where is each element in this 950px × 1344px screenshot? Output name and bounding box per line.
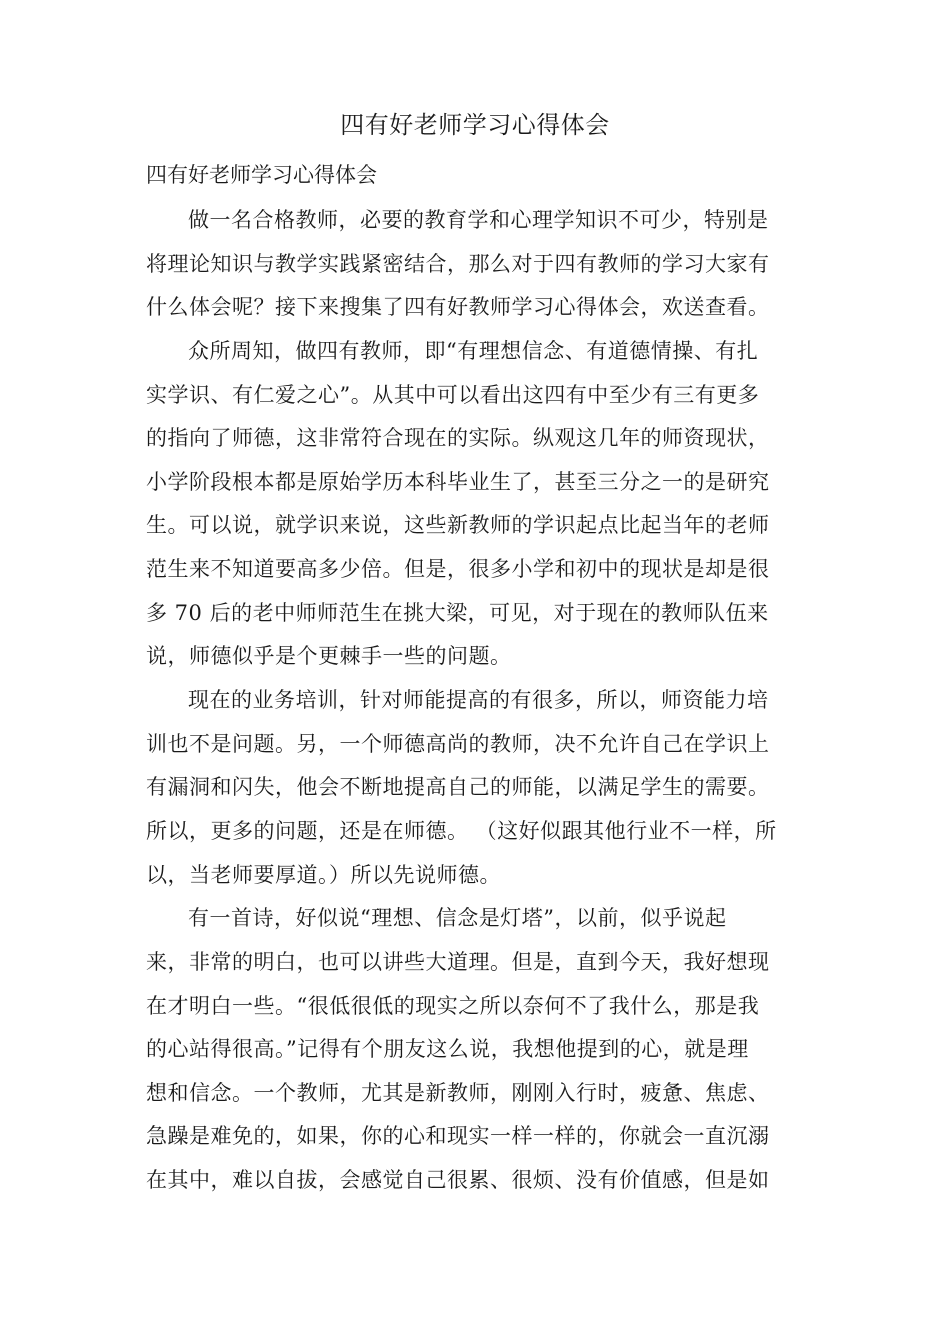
paragraph-line: 所以，更多的问题，还是在师德。 （这好似跟其他行业不一样，所 xyxy=(146,818,777,843)
paragraph-line: 生。可以说，就学识来说，这些新教师的学识起点比起当年的老师 xyxy=(146,513,770,538)
paragraph-line: 做一名合格教师，必要的教育学和心理学知识不可少，特别是 xyxy=(188,208,769,232)
paragraph-line: 现在的业务培训，针对师能提高的有很多，所以，师资能力培 xyxy=(188,688,769,713)
paragraph-line: 的指向了师德，这非常符合现在的实际。纵观这几年的师资现状， xyxy=(146,426,770,451)
paragraph-line: 急躁是难免的，如果，你的心和现实一样一样的，你就会一直沉溺 xyxy=(146,1124,770,1149)
document-subtitle: 四有好老师学习心得体会 xyxy=(146,163,377,187)
paragraph-line: 范生来不知道要高多少倍。但是，很多小学和初中的现状是却是很 xyxy=(146,557,770,582)
paragraph-line: 将理论知识与教学实践紧密结合，那么对于四有教师的学习大家有 xyxy=(146,251,770,276)
document-title: 四有好老师学习心得体会 xyxy=(340,111,610,139)
paragraph-line: 想和信念。一个教师，尤其是新教师，刚刚入行时，疲惫、焦虑、 xyxy=(146,1080,770,1105)
paragraph-line: 众所周知，做四有教师，即“有理想信念、有道德情操、有扎 xyxy=(188,338,759,363)
paragraph-line: 小学阶段根本都是原始学历本科毕业生了，甚至三分之一的是研究 xyxy=(146,469,770,494)
paragraph-line: 训也不是问题。另，一个师德高尚的教师，决不允许自己在学识上 xyxy=(146,731,770,756)
paragraph-line: 实学识、有仁爱之心”。从其中可以看出这四有中至少有三有更多 xyxy=(146,382,760,407)
paragraph-line: 什么体会呢？接下来搜集了四有好教师学习心得体会，欢送查看。 xyxy=(146,295,770,320)
paragraph-line: 多 70 后的老中师师范生在挑大梁，可见，对于现在的教师队伍来 xyxy=(146,600,769,625)
paragraph-line: 以，当老师要厚道。）所以先说师德。 xyxy=(146,862,501,887)
document-body xyxy=(146,199,816,1203)
paragraph-line: 在其中，难以自拔，会感觉自己很累、很烦、没有价值感，但是如 xyxy=(146,1168,770,1193)
paragraph-line: 来，非常的明白，也可以讲些大道理。但是，直到今天，我好想现 xyxy=(146,949,770,974)
paragraph-line: 有一首诗，好似说“理想、信念是灯塔”，以前，似乎说起 xyxy=(188,906,727,931)
paragraph-line: 有漏洞和闪失，他会不断地提高自己的师能，以满足学生的需要。 xyxy=(146,775,770,800)
paragraph-line: 说，师德似乎是个更棘手一些的问题。 xyxy=(146,644,512,669)
paragraph-line: 的心站得很高。”记得有个朋友这么说，我想他提到的心，就是理 xyxy=(146,1037,749,1062)
paragraph-line: 在才明白一些。“很低很低的现实之所以奈何不了我什么，那是我 xyxy=(146,993,760,1018)
